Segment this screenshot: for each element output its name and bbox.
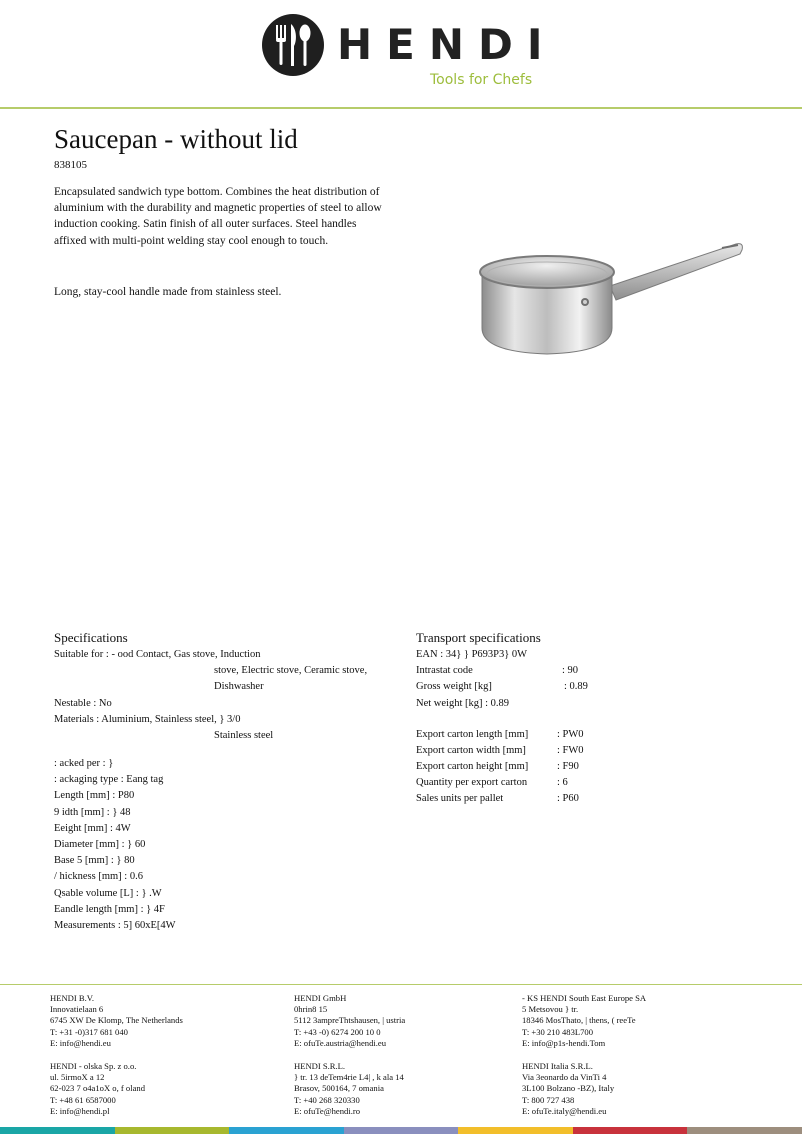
footer-address-greece (522, 993, 646, 1049)
footer-line: HENDI B.V. (50, 993, 95, 1003)
color-bar-segment (573, 1127, 688, 1134)
transport-value: : FW0 (557, 745, 584, 756)
spec-suitable-for-cont: Dishwasher (214, 681, 264, 692)
footer-line: Via 3eonardo da VinTi 4 (522, 1072, 607, 1083)
color-bar-segment (0, 1127, 115, 1134)
saucepan-image (452, 190, 762, 388)
color-bar-segment (344, 1127, 459, 1134)
footer-line: 6745 XW De Klomp, The Netherlands (50, 1015, 183, 1026)
footer-line: T: +48 61 6587000 (50, 1094, 116, 1105)
color-bar-segment (687, 1127, 802, 1134)
spec-suitable-for-cont: stove, Electric stove, Ceramic stove, (214, 665, 368, 676)
transport-label: Export carton length [mm] (416, 729, 529, 740)
footer-line: HENDI S.R.L. (294, 1061, 346, 1071)
footer-line: 5112 3ampreThtshausen, | ustria (294, 1015, 406, 1026)
footer-color-bar (0, 1127, 802, 1134)
footer-line: 0hrin8 15 (294, 1004, 328, 1015)
footer-address-romania (294, 1061, 404, 1117)
transport-label: Export carton height [mm] (416, 761, 529, 772)
footer-line: 3L100 Bolzano -BZ), Italy (522, 1083, 615, 1094)
spec-suitable-for: Suitable for : - ood Contact, Gas stove, Induction (54, 649, 261, 660)
transport-value: : 0.89 (564, 681, 588, 692)
footer-address-netherlands (50, 993, 183, 1049)
footer-address-austria (294, 993, 405, 1049)
spec-measurements: Measurements : 5] 60xE[4W (54, 920, 176, 931)
header-divider (0, 107, 802, 109)
footer-line: ul. 5irmoX a 12 (50, 1072, 105, 1083)
footer-line: E: info@p1s-hendi.Tom (522, 1037, 606, 1048)
footer-line: HENDI - olska Sp. z o.o. (50, 1061, 137, 1071)
footer-line: E: ofuTe.austria@hendi.eu (294, 1037, 387, 1048)
specifications-heading: Specifications (54, 630, 128, 645)
transport-label: Quantity per export carton (416, 777, 528, 788)
spec-diameter: Diameter [mm] : } 60 (54, 839, 146, 850)
spec-packaging-type: : ackaging type : Eang tag (54, 774, 164, 785)
spec-materials-cont: Stainless steel (214, 730, 274, 741)
footer-line: - KS HENDI South East Europe SA (522, 993, 647, 1003)
transport-label: Gross weight [kg] (416, 681, 492, 692)
footer-line: 5 Metsovou } tr. (522, 1004, 579, 1015)
footer-line: Brasov, 500164, 7 omania (294, 1083, 384, 1094)
product-sku: 838105 (54, 159, 87, 171)
footer-line: HENDI GmbH (294, 993, 347, 1003)
transport-label: Export carton width [mm] (416, 745, 526, 756)
footer-line: 18346 MosThato, | thens, ( reeTe (522, 1015, 636, 1026)
tagline: Tools for Chefs (430, 72, 533, 88)
transport-value: : 90 (562, 665, 579, 676)
transport-heading: Transport specifications (416, 630, 541, 645)
footer-line: E: ofuTe@hendi.ro (294, 1105, 361, 1116)
transport-value: : F90 (557, 761, 579, 772)
footer-line: T: +30 210 483L700 (522, 1026, 594, 1037)
transport-value: : PW0 (557, 729, 584, 740)
spec-length: Length [mm] : P80 (54, 790, 135, 801)
spec-handle-length: Eandle length [mm] : } 4F (54, 904, 165, 915)
footer-line: 62-023 7 o4a1oX o, f oland (50, 1083, 145, 1094)
transport-value: : P60 (557, 793, 579, 804)
transport-label: Intrastat code (416, 665, 473, 676)
spec-materials: Materials : Aluminium, Stainless steel, } 3/0 (54, 714, 241, 725)
hendi-logo-icon (261, 13, 325, 77)
footer-line: Innovatielaan 6 (50, 1004, 104, 1015)
footer-line: T: +40 268 320330 (294, 1094, 360, 1105)
transport-label: Sales units per pallet (416, 793, 504, 804)
color-bar-segment (115, 1127, 230, 1134)
spec-usable-volume: Qsable volume [L] : } .W (54, 888, 162, 899)
product-description-handle: Long, stay-cool handle made from stainless steel. (54, 286, 282, 298)
transport-value: : 6 (557, 777, 568, 788)
footer-line: } tr. 13 deTem4rie L4| , k ala 14 (294, 1072, 404, 1083)
spec-base: Base 5 [mm] : } 80 (54, 855, 135, 866)
footer-divider (0, 984, 802, 985)
spec-nestable: Nestable : No (54, 698, 112, 709)
footer-line: E: info@hendi.pl (50, 1105, 110, 1116)
footer-line: T: 800 727 438 (522, 1094, 575, 1105)
brand-name: HENDI (337, 20, 557, 69)
footer-line: T: +43 -0) 6274 200 10 0 (294, 1026, 381, 1037)
footer-address-poland (50, 1061, 145, 1117)
spec-height: Eeight [mm] : 4W (54, 823, 131, 834)
footer-line: E: info@hendi.eu (50, 1037, 111, 1048)
footer-line: T: +31 -0)317 681 040 (50, 1026, 128, 1037)
spec-width: 9 idth [mm] : } 48 (54, 807, 131, 818)
page-title: Saucepan - without lid (54, 124, 298, 154)
footer-address-italy (522, 1061, 614, 1117)
transport-ean: EAN : 34} } P693P3} 0W (416, 649, 528, 660)
spec-packed-per: : acked per : } (54, 758, 114, 769)
product-description: Encapsulated sandwich type bottom. Combines the heat distribution of aluminium with the durability and magnetic properties of steel to allow induction cooking. Satin finish of all outer surfaces. Steel handles affixed with multi-point welding stay cool enough to touch. (54, 186, 382, 247)
color-bar-segment (229, 1127, 344, 1134)
transport-net-weight: Net weight [kg] : 0.89 (416, 698, 510, 709)
spec-thickness: / hickness [mm] : 0.6 (54, 871, 143, 882)
footer-line: HENDI Italia S.R.L. (522, 1061, 593, 1071)
color-bar-segment (458, 1127, 573, 1134)
footer-line: E: ofuTe.italy@hendi.eu (522, 1105, 607, 1116)
